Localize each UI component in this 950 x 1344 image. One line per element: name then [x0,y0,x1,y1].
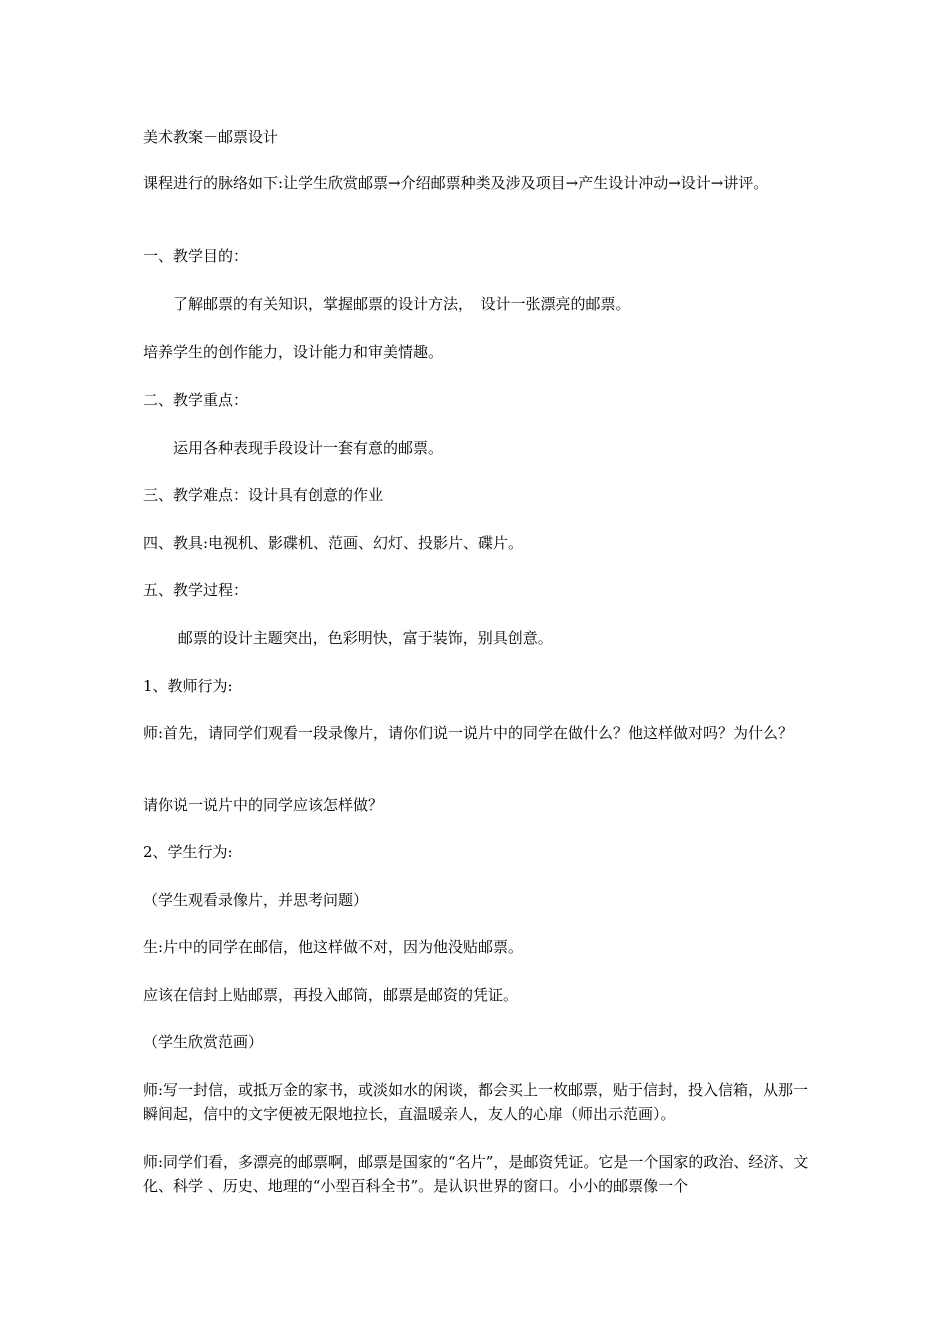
teacher-behavior-heading: 1、教师行为: [143,677,233,695]
teacher-prompt-paragraph: 请你说一说片中的同学应该怎样做？ [143,796,384,814]
key-points-paragraph: 运用各种表现手段设计一套有意的邮票。 [143,439,444,457]
course-outline-paragraph: 课程进行的脉络如下:让学生欣赏邮票→介绍邮票种类及涉及项目→产生设计冲动→设计→讲评。 [143,174,769,192]
section-heading-key-points: 二、教学重点： [143,391,249,409]
section-heading-process: 五、教学过程： [143,581,249,599]
section-heading-teaching-aids: 四、教具:电视机、影碟机、范画、幻灯、投影片、碟片。 [143,534,524,552]
objective-paragraph-1: 了解邮票的有关知识，掌握邮票的设计方法， 设计一张漂亮的邮票。 [143,295,631,313]
student-answer-paragraph: 生:片中的同学在邮信，他这样做不对，因为他没贴邮票。 [143,938,524,956]
teacher-question-paragraph: 师:首先，请同学们观看一段录像片，请你们说一说片中的同学在做什么？他这样做对吗？为什么？ [143,724,794,742]
process-intro-paragraph: 邮票的设计主题突出，色彩明快，富于装饰，别具创意。 [143,629,553,647]
student-appreciate-note: （学生欣赏范画） [143,1033,264,1051]
section-heading-difficulties: 三、教学难点：设计具有创意的作业 [143,486,384,504]
teacher-stamp-paragraph: 师:同学们看，多漂亮的邮票啊，邮票是国家的“名片”，是邮资凭证。它是一个国家的政治、经济、文化、科学 、历史、地理的“小型百科全书”。是认识世界的窗口。小小的邮票像一个 [143,1153,809,1195]
objective-paragraph-2: 培养学生的创作能力，设计能力和审美情趣。 [143,343,444,361]
student-answer-followup: 应该在信封上贴邮票，再投入邮筒，邮票是邮资的凭证。 [143,986,519,1004]
teacher-letter-paragraph: 师:写一封信，或抵万金的家书，或淡如水的闲谈，都会买上一枚邮票，贴于信封，投入信箱，从那一瞬间起，信中的文字便被无限地拉长，直温暖亲人，友人的心扉（师出示范画）。 [143,1081,809,1123]
student-behavior-heading: 2、学生行为: [143,843,233,861]
student-watch-note: （学生观看录像片，并思考问题） [143,891,369,909]
section-heading-objectives: 一、教学目的： [143,247,249,265]
document-title: 美术教案－邮票设计 [143,128,279,146]
